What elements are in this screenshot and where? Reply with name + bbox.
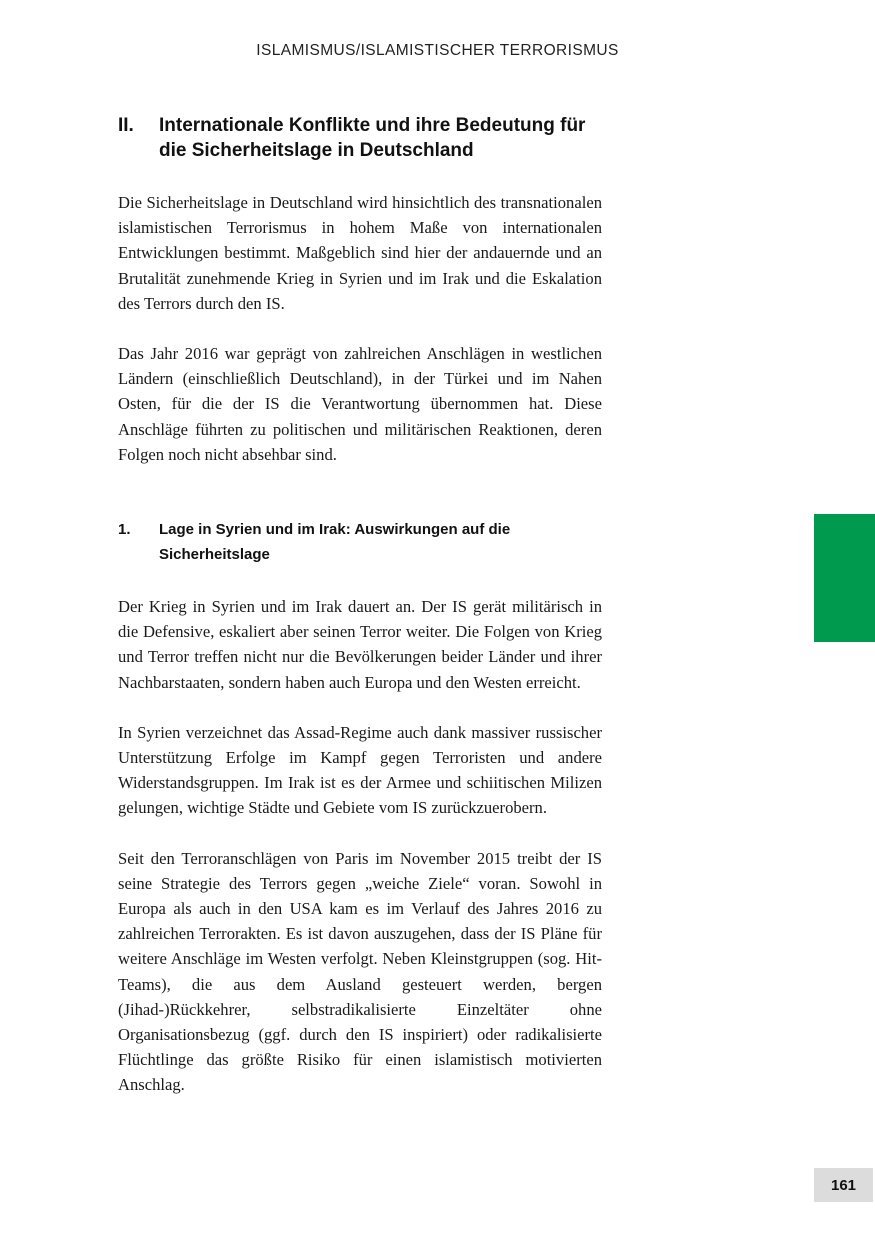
subsection-paragraph-3: Seit den Terroranschlägen von Paris im November 2015 treibt der IS seine Strategie des Terrors gegen „weiche Ziele“ voran. Sowohl in Europa als auch in den USA kam es im Verlauf des Jahres 2016 zu zahlreichen Terrorakten. Es ist davon auszugehen, dass der IS Pläne für weitere Anschläge im Westen verfolgt. Neben Kleinstgruppen (sog. Hit-Teams), die aus dem Ausland gesteuert werden, bergen (Jihad-)Rückkehrer, selbstradikalisierte Einzeltäter ohne Organisationsbezug (ggf. durch den IS inspiriert) oder radikalisierte Flüchtlinge das größte Risiko für einen islamistisch motivierten Anschlag. xyxy=(118,848,602,1095)
page-content xyxy=(118,113,602,1098)
subsection-paragraph-1: Der Krieg in Syrien und im Irak dauert an. Der IS gerät militärisch in die Defensive, eskaliert aber seinen Terror weiter. Die Folgen von Krieg und Terror treffen nicht nur die Bevölkerungen beider Länder und ihrer Nachbarstaaten, sondern haben auch Europa und den Westen erreicht. xyxy=(118,597,602,692)
page-number-box xyxy=(814,1168,873,1202)
subsection-title: Lage in Syrien und im Irak: Auswirkungen auf die Sicherheitslage xyxy=(159,521,511,564)
subsection-paragraph-2: In Syrien verzeichnet das Assad-Regime auch dank massiver russischer Unterstützung Erfolge im Kampf gegen Terroristen und andere Widerstandsgruppen. Im Irak ist es der Armee und schiitischen Milizen gelungen, wichtige Städte und Gebiete vom IS zurückzuerobern. xyxy=(118,722,602,818)
page-number: 161 xyxy=(830,1176,857,1194)
section-title: Internationale Konflikte und ihre Bedeutung für die Sicherheitslage in Deutschland xyxy=(159,115,586,161)
section-heading xyxy=(118,113,602,163)
section-paragraph-2: Das Jahr 2016 war geprägt von zahlreichen Anschlägen in westlichen Ländern (einschließlich Deutschland), in der Türkei und im Nahen Osten, für die der IS die Verantwortung übernommen hat. Diese Anschläge führten zu politischen und militärischen Reaktionen, deren Folgen noch nicht absehbar sind. xyxy=(118,344,602,464)
subsection-number: 1. xyxy=(118,521,131,539)
running-header xyxy=(0,42,875,60)
section-paragraph-1: Die Sicherheitslage in Deutschland wird hinsichtlich des transnationalen islamistischen Terrorismus in hohem Maße von internationalen Entwicklungen bestimmt. Maßgeblich sind hier der andauernde und an Brutalität zunehmende Krieg in Syrien und im Irak und die Eskalation des Terrors durch den IS. xyxy=(118,193,602,313)
subsection-heading xyxy=(118,517,602,567)
chapter-tab-marker xyxy=(814,514,875,642)
section-number: II. xyxy=(118,115,134,136)
running-header-title: ISLAMISMUS/ISLAMISTISCHER TERRORISMUS xyxy=(256,42,619,59)
